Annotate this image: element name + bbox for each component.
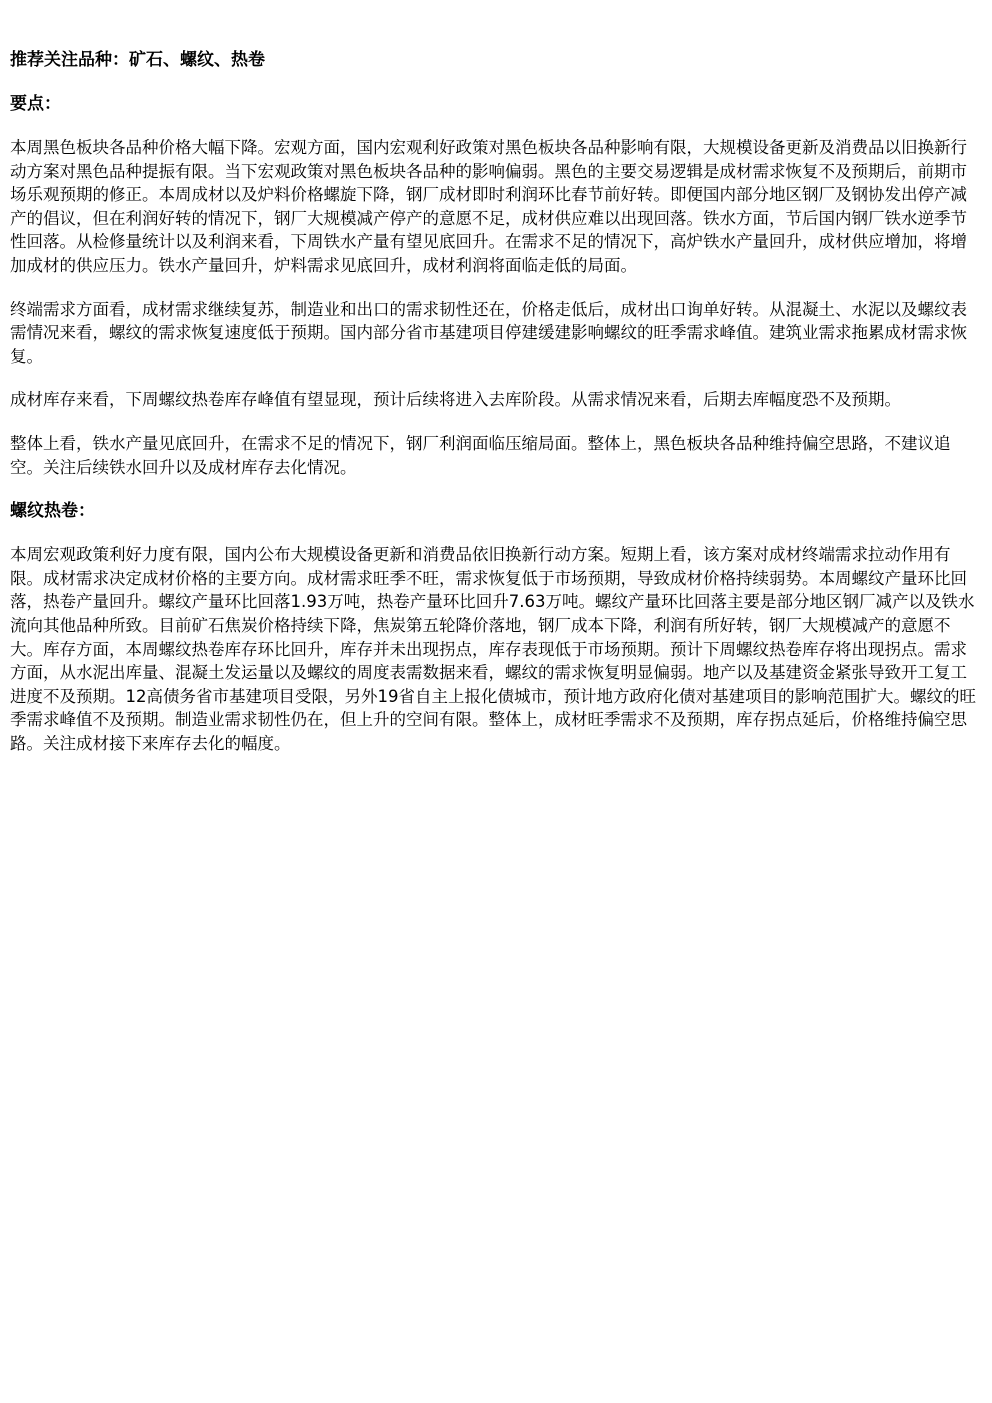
rebar-hot-coil-paragraph: 本周宏观政策利好力度有限，国内公布大规模设备更新和消费品依旧换新行动方案。短期上看，该方案对成材终端需求拉动作用有限。成材需求决定成材价格的主要方向。成材需求旺季不旺，需求恢复低于市场预期，导致成材价格持续弱势。本周螺纹产量环比回落，热卷产量回升。螺纹产量环比回落1.93万吨，热卷产量环比回升7.63万吨。螺纹产量环比回落主要是部分地区钢厂减产以及铁水流向其他品种所致。目前矿石焦炭价格持续下降，焦炭第五轮降价落地，钢厂成本下降，利润有所好转，钢厂大规模减产的意愿不大。库存方面，本周螺纹热卷库存环比回升，库存并未出现拐点，库存表现低于市场预期。预计下周螺纹热卷库存将出现拐点。需求方面，从水泥出库量、混凝土发运量以及螺纹的周度表需数据来看，螺纹的需求恢复明显偏弱。地产以及基建资金紧张导致开工复工进度不及预期。12高债务省市基建项目受限，另外19省自主上报化债城市，预计地方政府化债对基建项目的影响范围扩大。螺纹的旺季需求峰值不及预期。制造业需求韧性仍在，但上升的空间有限。整体上，成材旺季需求不及预期，库存拐点延后，价格维持偏空思路。关注成材接下来库存去化的幅度。 xyxy=(10,545,976,753)
key-points-paragraph-1: 本周黑色板块各品种价格大幅下降。宏观方面，国内宏观利好政策对黑色板块各品种影响有限，大规模设备更新及消费品以旧换新行动方案对黑色品种提振有限。当下宏观政策对黑色板块各品种的影响偏弱。黑色的主要交易逻辑是成材需求恢复不及预期后，前期市场乐观预期的修正。本周成材以及炉料价格螺旋下降，钢厂成材即时利润环比春节前好转。即便国内部分地区钢厂及钢协发出停产减产的倡议，但在利润好转的情况下，钢厂大规模减产停产的意愿不足，成材供应难以出现回落。铁水方面，节后国内钢厂铁水逆季节性回落。从检修量统计以及利润来看，下周铁水产量有望见底回升。在需求不足的情况下，高炉铁水产量回升，成材供应增加，将增加成材的供应压力。铁水产量回升，炉料需求见底回升，成材利润将面临走低的局面。 xyxy=(10,138,967,275)
key-points-heading: 要点： xyxy=(10,94,61,114)
rebar-hot-coil-heading: 螺纹热卷： xyxy=(10,501,95,522)
recommended-varieties-heading: 推荐关注品种：矿石、螺纹、热卷 xyxy=(10,50,265,70)
key-points-paragraph-3: 成材库存来看，下周螺纹热卷库存峰值有望显现，预计后续将进入去库阶段。从需求情况来看，后期去库幅度恐不及预期。 xyxy=(10,390,901,410)
key-points-paragraph-2: 终端需求方面看，成材需求继续复苏，制造业和出口的需求韧性还在，价格走低后，成材出口询单好转。从混凝土、水泥以及螺纹表需情况来看，螺纹的需求恢复速度低于预期。国内部分省市基建项目停建缓建影响螺纹的旺季需求峰值。建筑业需求拖累成材需求恢复。 xyxy=(10,299,967,366)
key-points-paragraph-4: 整体上看，铁水产量见底回升，在需求不足的情况下，钢厂利润面临压缩局面。整体上，黑色板块各品种维持偏空思路，不建议追空。关注后续铁水回升以及成材库存去化情况。 xyxy=(10,433,951,477)
